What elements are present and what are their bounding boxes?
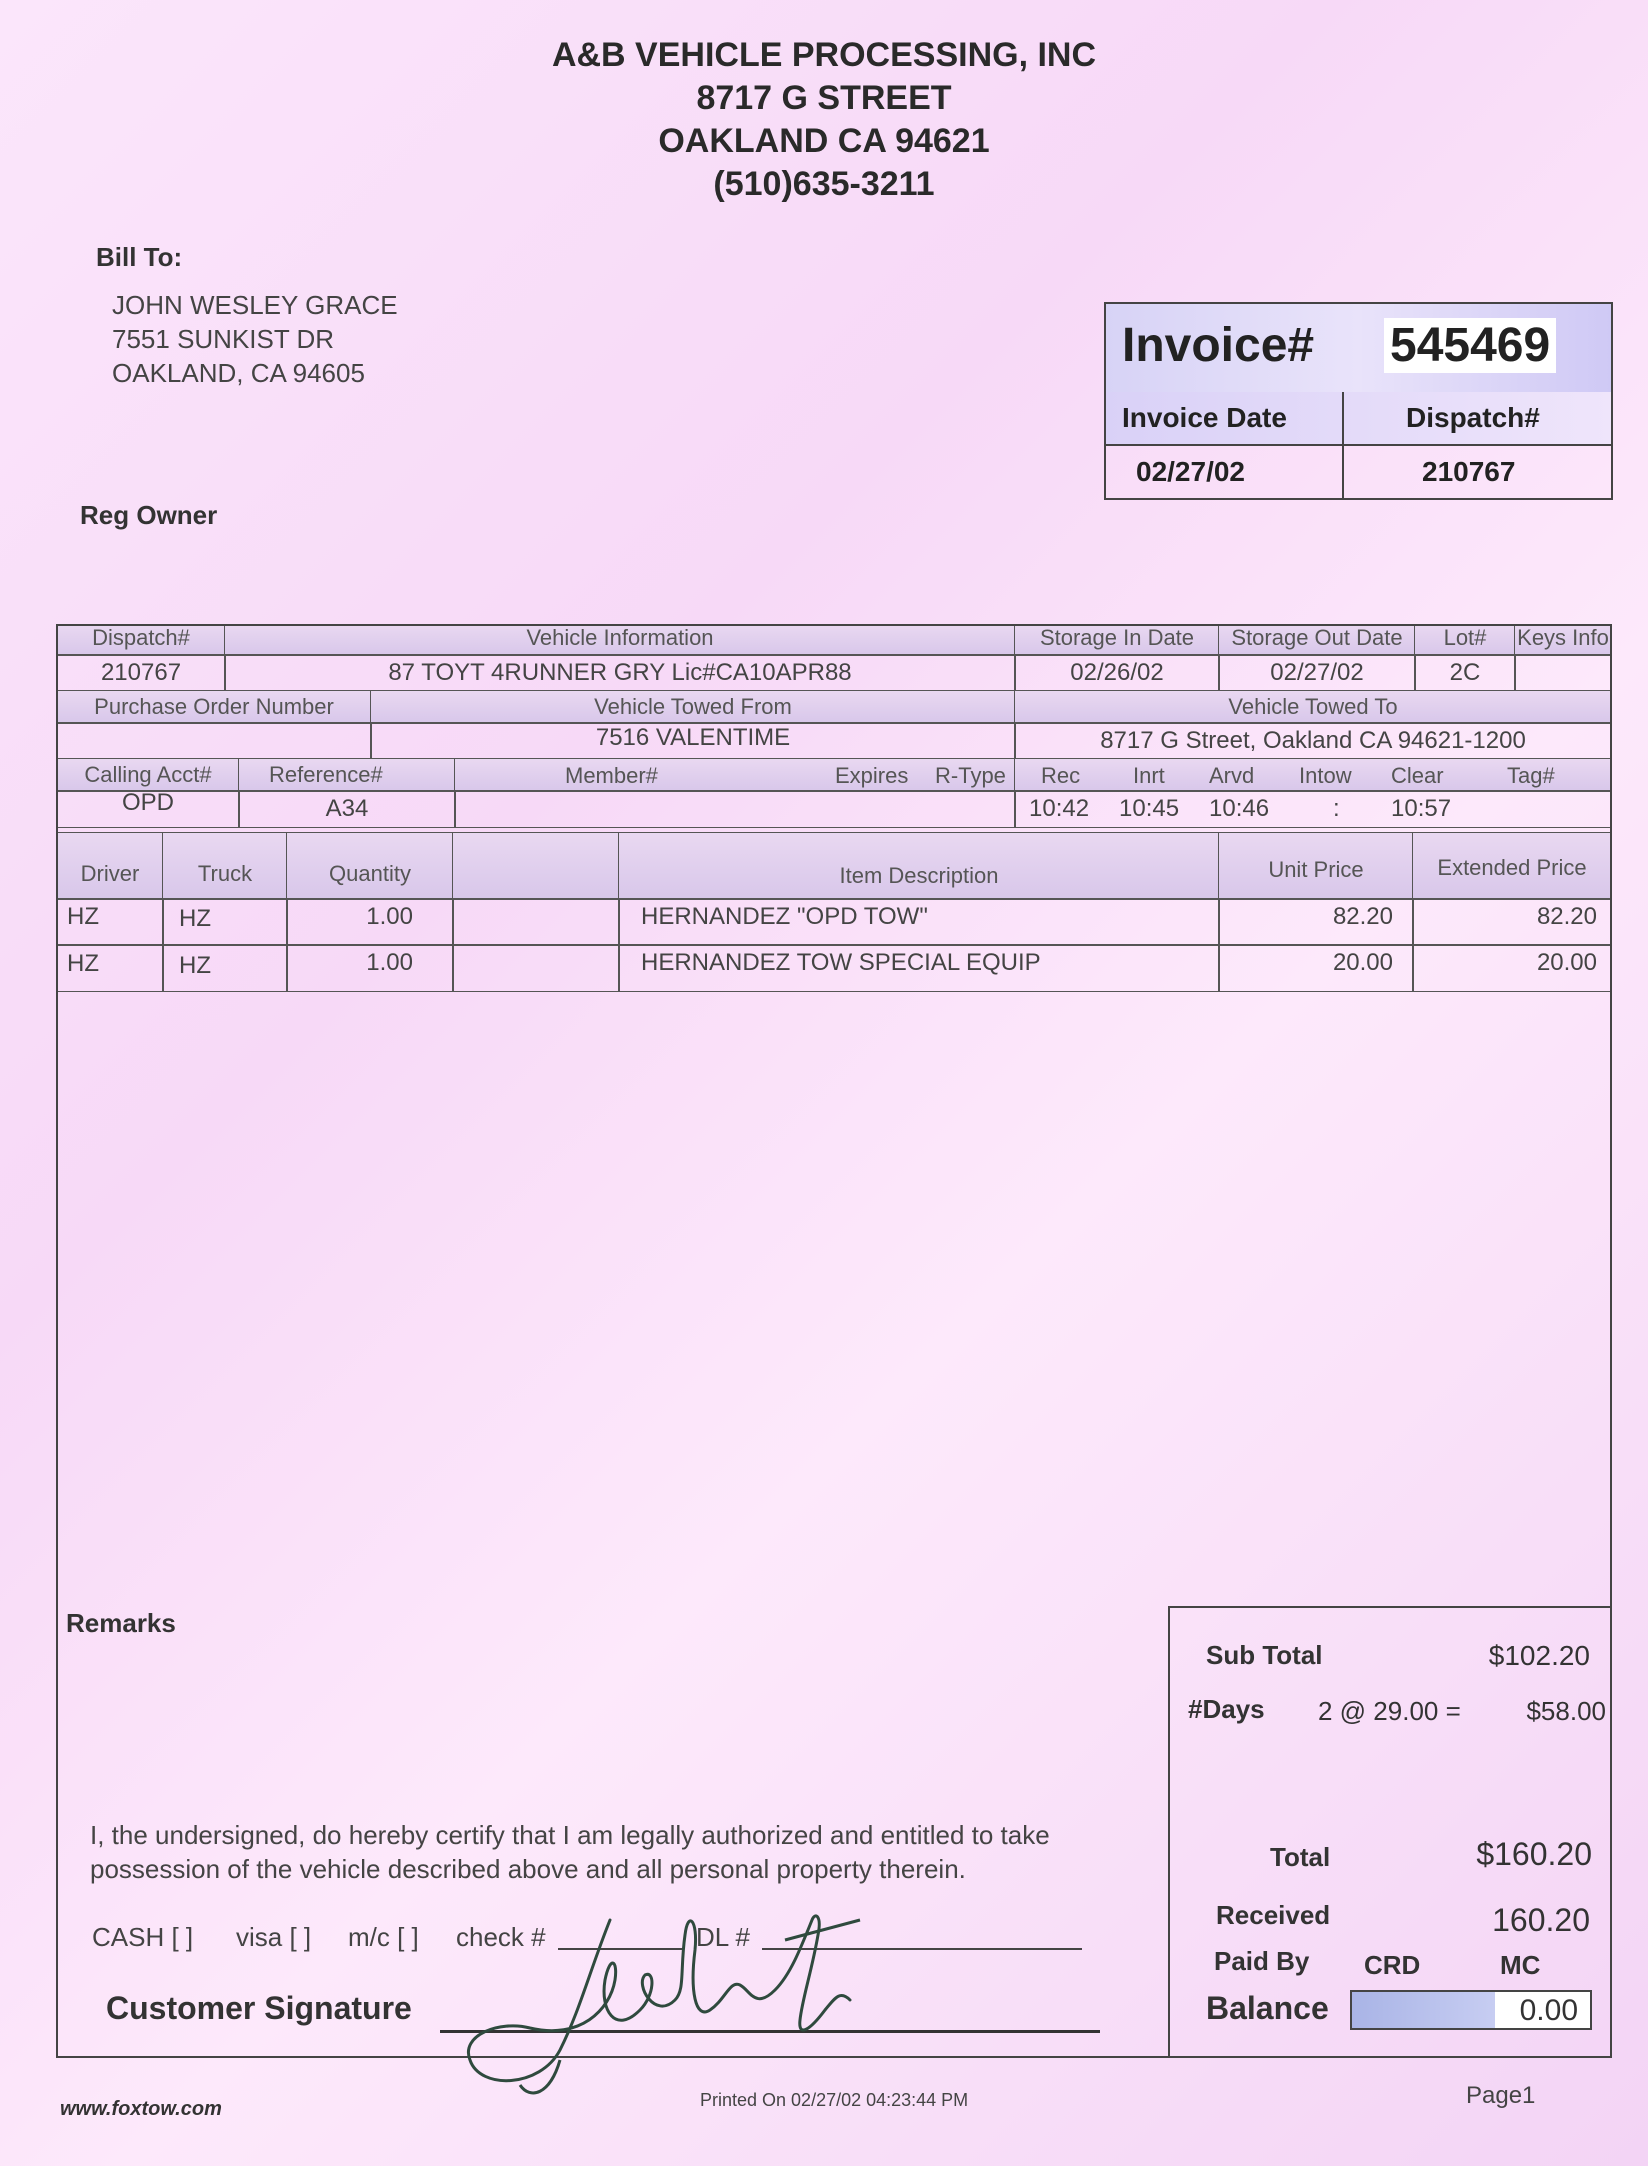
invoice-title: Invoice# [1122,319,1315,372]
towed-to-header: Vehicle Towed To [1014,690,1612,724]
lot-header: Lot# [1414,624,1516,656]
paid-by-label: Paid By [1214,1946,1310,1976]
dl-label: DL # [696,1922,750,1952]
reference-number: A34 [238,790,456,828]
remarks-label: Remarks [66,1608,176,1638]
received-value: 160.20 [1492,1902,1590,1938]
footer-printed-on: Printed On 02/27/02 04:23:44 PM [700,2090,969,2110]
reference-header: Reference# [238,758,456,792]
clear-time: 10:57 [1391,795,1452,822]
rec-time: 10:42 [1029,795,1090,822]
bill-to-label: Bill To: [96,242,183,272]
extended-price-header: Extended Price [1412,832,1612,900]
subtotal-value: $102.20 [1488,1640,1590,1671]
total-label: Total [1270,1842,1331,1872]
calling-acct: OPD [56,790,240,828]
total-value: $160.20 [1476,1836,1592,1872]
invoice-title-bar [1106,304,1611,394]
vehicle-dispatch-header: Dispatch# [56,624,226,656]
towed-to: 8717 G Street, Oakland CA 94621-1200 [1014,722,1612,760]
days-label: #Days [1188,1694,1265,1724]
lot-number: 2C [1414,654,1516,692]
clear-header: Clear [1391,763,1444,788]
storage-in-header: Storage In Date [1014,624,1220,656]
item-2-truck: HZ [162,944,288,992]
item-2-unit-price: 20.00 [1218,944,1414,992]
storage-out: 02/27/02 [1218,654,1416,692]
unit-price-header: Unit Price [1218,832,1414,900]
bill-to-city: OAKLAND, CA 94605 [112,358,365,388]
po-header: Purchase Order Number [56,690,372,724]
tag-header: Tag# [1507,763,1555,788]
item-1-extended-price: 82.20 [1412,898,1612,946]
vehicle-info: 87 TOYT 4RUNNER GRY Lic#CA10APR88 [224,654,1016,692]
company-name: A&B VEHICLE PROCESSING, INC [551,36,1097,74]
rtype-header: R-Type [935,763,1006,788]
arvd-time: 10:46 [1209,795,1270,822]
storage-out-header: Storage Out Date [1218,624,1416,656]
item-1-truck: HZ [162,898,288,946]
company-street: 8717 G STREET [696,79,952,117]
towed-from: 7516 VALENTIME [370,722,1016,760]
paid-by-method-1: CRD [1364,1950,1421,1980]
reg-owner-label: Reg Owner [80,500,218,530]
towed-from-header: Vehicle Towed From [370,690,1016,724]
signature-scribble [440,1860,920,2100]
calling-acct-header: Calling Acct# [56,758,240,792]
intow-header: Intow [1299,763,1352,788]
intow-time: : [1333,795,1340,822]
truck-header: Truck [162,832,288,900]
item-2-description: HERNANDEZ TOW SPECIAL EQUIP [618,944,1220,992]
days-calculation: 2 @ 29.00 = [1318,1696,1461,1726]
storage-in: 02/26/02 [1014,654,1220,692]
vehicle-dispatch: 210767 [56,654,226,692]
inrt-time: 10:45 [1119,795,1180,822]
balance-label: Balance [1206,1990,1329,2026]
invoice-box [1104,302,1613,500]
mc-option[interactable]: m/c [ ] [348,1922,419,1952]
item-2-quantity: 1.00 [286,944,454,992]
item-description-header: Item Description [618,832,1220,900]
company-phone: (510)635-3211 [713,165,935,203]
check-label: check # [456,1922,546,1952]
vehicle-info-header: Vehicle Information [224,624,1016,656]
company-city: OAKLAND CA 94621 [658,122,990,160]
days-amount: $58.00 [1526,1696,1606,1726]
item-1-unit-price: 82.20 [1218,898,1414,946]
item-2-extended-price: 20.00 [1412,944,1612,992]
bill-to-street: 7551 SUNKIST DR [112,324,335,354]
invoice-number: 545469 [1384,318,1556,373]
cash-option[interactable]: CASH [ ] [92,1922,194,1952]
invoice-dispatch-label: Dispatch# [1406,402,1540,433]
invoice-date-label: Invoice Date [1122,402,1287,433]
item-1-driver: HZ [56,898,164,946]
balance-value: 0.00 [1519,1994,1578,2027]
item-2-driver: HZ [56,944,164,992]
received-label: Received [1216,1900,1331,1930]
arvd-header: Arvd [1209,763,1255,788]
certification-line-2: possession of the vehicle described above and all personal property therein. [90,1854,966,1884]
balance-box [1350,1990,1592,2030]
invoice-date: 02/27/02 [1136,456,1245,487]
invoice-dispatch: 210767 [1422,456,1516,487]
customer-signature-label: Customer Signature [106,1990,412,2026]
item-1-quantity: 1.00 [286,898,454,946]
footer-page-number: Page1 [1466,2082,1536,2109]
subtotal-label: Sub Total [1206,1640,1323,1670]
inrt-header: Inrt [1133,763,1165,788]
driver-header: Driver [56,832,164,900]
item-1-description: HERNANDEZ "OPD TOW" [618,898,1220,946]
bill-to-name: JOHN WESLEY GRACE [112,290,398,320]
visa-option[interactable]: visa [ ] [236,1922,312,1952]
member-header: Member# [565,763,658,788]
footer-website[interactable]: www.foxtow.com [60,2098,222,2120]
invoice-label-row [1106,392,1611,446]
rec-header: Rec [1041,763,1081,788]
paid-by-method-2: MC [1500,1950,1541,1980]
certification-line-1: I, the undersigned, do hereby certify that I am legally authorized and entitled to take [90,1820,1050,1850]
quantity-header: Quantity [286,832,454,900]
invoice-divider [1342,392,1344,498]
keys-header: Keys Info [1514,624,1612,656]
expires-header: Expires [835,763,909,788]
